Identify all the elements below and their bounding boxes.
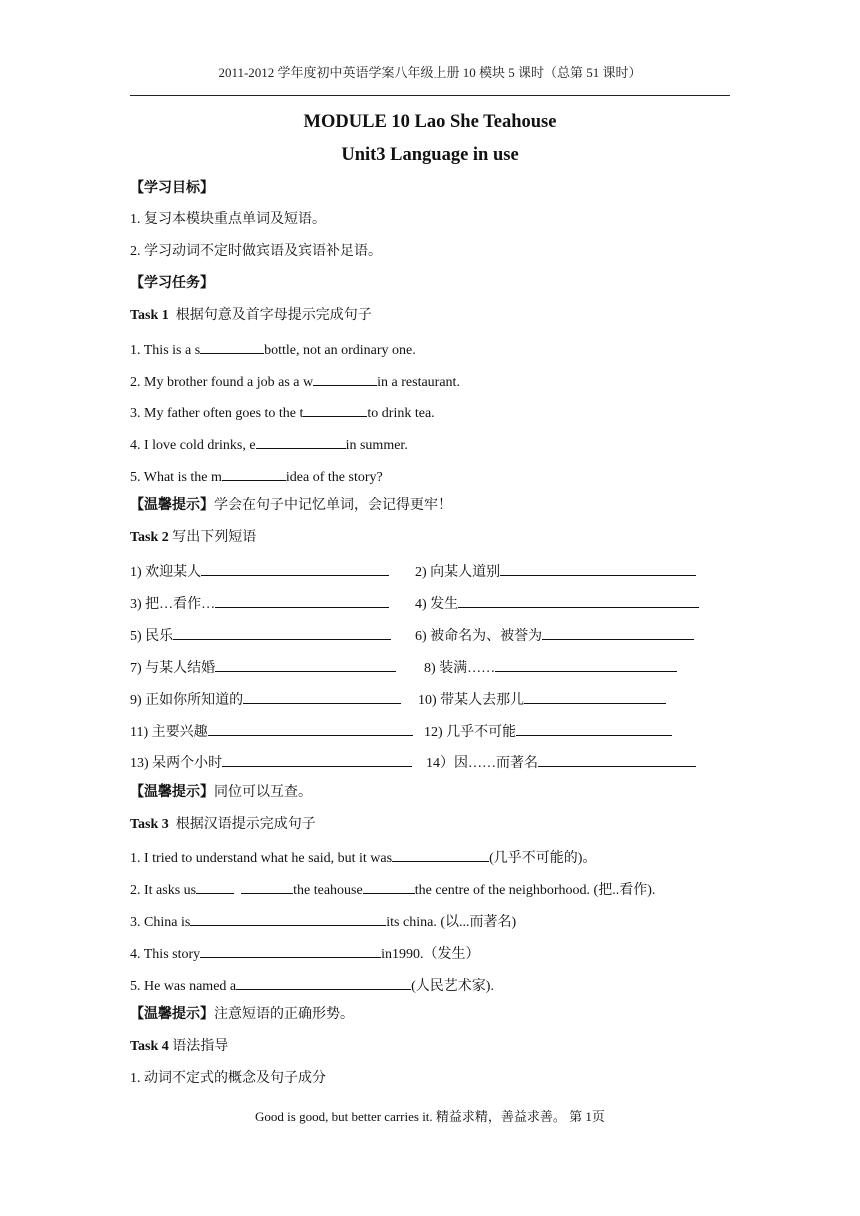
sentence-start: 4. I love cold drinks, e [130, 438, 256, 453]
phrase-item [415, 561, 696, 582]
sentence-end: bottle, not an ordinary one. [264, 343, 416, 358]
phrase-label: 14）因……而著名 [426, 756, 538, 771]
phrase-item [130, 721, 413, 742]
phrase-label: 6) 被命名为、被誉为 [415, 629, 543, 644]
answer-blank[interactable] [392, 847, 489, 862]
answer-blank[interactable] [190, 911, 386, 926]
sentence-end: in a restaurant. [377, 375, 460, 390]
task2-desc: 写出下列短语 [172, 530, 257, 545]
sentence-end: to drink tea. [367, 406, 435, 421]
task2-heading [130, 529, 256, 547]
task4-item: 1. 动词不定式的概念及句子成分 [130, 1071, 326, 1086]
answer-blank[interactable] [363, 879, 415, 894]
phrase-item [130, 561, 389, 582]
tip-1 [130, 497, 452, 515]
tip-3 [130, 1006, 354, 1024]
phrase-item [130, 689, 401, 710]
sentence-end: (人民艺术家). [411, 979, 494, 994]
phrase-label: 11) 主要兴趣 [130, 725, 208, 740]
answer-blank[interactable] [200, 339, 264, 354]
tip-text: 注意短语的正确形势。 [214, 1007, 354, 1022]
phrase-item [130, 657, 396, 678]
phrase-item [424, 657, 677, 678]
answer-blank[interactable] [241, 879, 293, 894]
sentence-end: idea of the story? [285, 470, 383, 485]
sentence-end: in summer. [345, 438, 408, 453]
tip-label: 【温馨提示】 [130, 498, 214, 513]
answer-blank[interactable] [215, 593, 389, 608]
header-divider [130, 95, 730, 96]
task2-label: Task 2 [130, 530, 169, 545]
phrase-item [426, 752, 696, 773]
task1-item [130, 339, 416, 360]
task1-item [130, 371, 460, 392]
answer-blank[interactable] [208, 721, 413, 736]
phrase-item [415, 625, 694, 646]
task1-heading [130, 307, 372, 325]
phrase-item [130, 593, 389, 614]
answer-blank[interactable] [200, 943, 381, 958]
sentence-start: 2. My brother found a job as a w [130, 375, 314, 390]
task4-heading [130, 1038, 228, 1056]
answer-blank[interactable] [516, 721, 672, 736]
sentence-start: 5. What is the m [130, 470, 222, 485]
phrase-label: 8) 装满…… [424, 661, 496, 676]
answer-blank[interactable] [173, 625, 391, 640]
sentence-middle: the teahouse [293, 883, 363, 898]
task1-desc: 根据句意及首字母提示完成句子 [175, 308, 372, 323]
phrase-label: 9) 正如你所知道的 [130, 693, 244, 708]
task3-item [130, 847, 596, 868]
sentence-start: 4. This story [130, 947, 201, 962]
answer-blank[interactable] [542, 625, 694, 640]
sentence-start: 3. China is [130, 915, 191, 930]
sentence-end: in1990.（发生） [381, 947, 480, 962]
task3-item [130, 943, 480, 964]
phrase-item [424, 721, 672, 742]
task3-item [130, 911, 516, 932]
unit-title: Unit3 Language in use [341, 145, 519, 165]
goal-item: 2. 学习动词不定时做宾语及宾语补足语。 [130, 244, 382, 259]
answer-blank[interactable] [256, 434, 346, 449]
answer-blank[interactable] [196, 879, 234, 894]
task3-desc: 根据汉语提示完成句子 [175, 817, 316, 832]
sentence-start: 2. It asks us [130, 883, 197, 898]
task1-item [130, 402, 435, 423]
answer-blank[interactable] [524, 689, 666, 704]
sentence-end: its china. (以...而著名) [386, 915, 517, 930]
phrase-item [130, 625, 391, 646]
tip-text: 学会在句子中记忆单词，会记得更牢！ [214, 498, 452, 513]
goals-heading: 【学习目标】 [130, 181, 214, 196]
answer-blank[interactable] [236, 975, 411, 990]
sentence-start: 1. I tried to understand what he said, but it was [130, 851, 393, 866]
answer-blank[interactable] [222, 752, 412, 767]
tip-2 [130, 784, 312, 802]
task1-item [130, 434, 408, 455]
answer-blank[interactable] [222, 466, 286, 481]
sentence-end: the centre of the neighborhood. (把..看作). [414, 883, 656, 898]
tip-label: 【温馨提示】 [130, 785, 214, 800]
task4-label: Task 4 [130, 1039, 169, 1054]
phrase-item [415, 593, 699, 614]
phrase-item [130, 752, 412, 773]
task3-label: Task 3 [130, 817, 169, 832]
answer-blank[interactable] [215, 657, 396, 672]
sentence-start: 3. My father often goes to the t [130, 406, 304, 421]
sentence-start: 5. He was named a [130, 979, 237, 994]
answer-blank[interactable] [313, 371, 377, 386]
answer-blank[interactable] [458, 593, 699, 608]
goal-item: 1. 复习本模块重点单词及短语。 [130, 212, 326, 227]
phrase-label: 4) 发生 [415, 597, 459, 612]
task1-item [130, 466, 383, 487]
phrase-label: 5) 民乐 [130, 629, 174, 644]
task3-heading [130, 816, 316, 834]
answer-blank[interactable] [538, 752, 696, 767]
page-header: 2011-2012 学年度初中英语学案八年级上册 10 模块 5 课时（总第 51 课时） [218, 65, 642, 80]
phrase-label: 10) 带某人去那儿 [418, 693, 525, 708]
answer-blank[interactable] [495, 657, 677, 672]
phrase-label: 2) 向某人道别 [415, 565, 501, 580]
tasks-heading: 【学习任务】 [130, 276, 214, 291]
phrase-label: 12) 几乎不可能 [424, 725, 517, 740]
task3-item [130, 879, 655, 900]
answer-blank[interactable] [303, 402, 367, 417]
tip-label: 【温馨提示】 [130, 1007, 214, 1022]
phrase-label: 3) 把…看作… [130, 597, 216, 612]
phrase-label: 13) 呆两个小时 [130, 756, 223, 771]
answer-blank[interactable] [243, 689, 401, 704]
phrase-label: 7) 与某人结婚 [130, 661, 216, 676]
task3-item [130, 975, 494, 996]
sentence-start: 1. This is a s [130, 343, 201, 358]
phrase-label: 1) 欢迎某人 [130, 565, 202, 580]
tip-text: 同位可以互查。 [214, 785, 312, 800]
answer-blank[interactable] [500, 561, 696, 576]
phrase-item [418, 689, 666, 710]
sentence-end: (几乎不可能的)。 [489, 851, 597, 866]
module-title: MODULE 10 Lao She Teahouse [303, 112, 557, 132]
answer-blank[interactable] [201, 561, 389, 576]
task1-label: Task 1 [130, 308, 169, 323]
task4-desc: 语法指导 [172, 1039, 229, 1054]
page-footer: Good is good, but better carries it. 精益求精，善益求善。 第 1页 [255, 1109, 605, 1124]
